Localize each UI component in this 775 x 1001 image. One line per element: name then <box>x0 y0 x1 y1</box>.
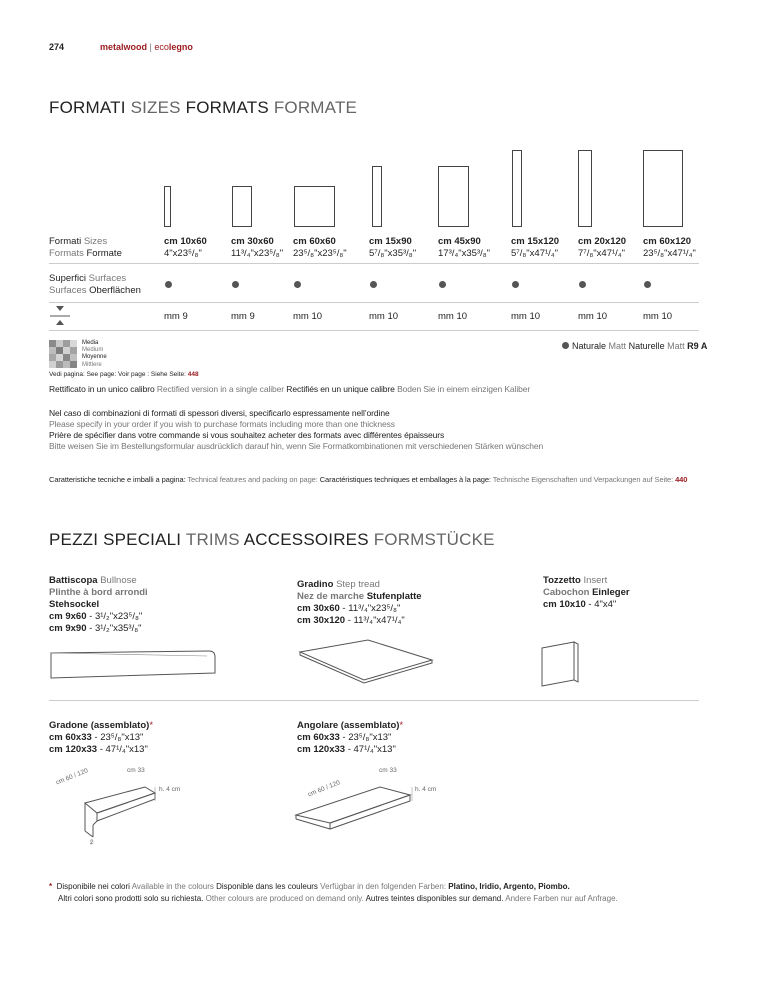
finish-dot <box>232 281 239 288</box>
thickness-value: mm 10 <box>511 311 541 322</box>
format-col-5: cm 45x90 17³/₄"x35³/₈" <box>438 236 491 259</box>
format-col-4: cm 15x90 5⁷/₈"x35³/₈" <box>369 236 417 259</box>
tile-15x120-outline <box>512 150 522 227</box>
trim-gradone: Gradone (assemblato)* cm 60x33 - 23⁵/₈"x13" cm 120x33 - 47¹/₄"x13" <box>49 720 154 755</box>
trim-bullnose: Battiscopa Bullnose Plinthe à bord arrondi Stehsockel cm 9x60 - 3¹/₂"x23⁵/₈" cm 9x90 - 3¹/₂"x35³/₈" <box>49 575 148 634</box>
finish-dot <box>644 281 651 288</box>
gradone-height: h. 4 cm <box>159 786 181 793</box>
tile-10x60-outline <box>164 186 171 227</box>
finish-dot <box>579 281 586 288</box>
divider <box>49 302 699 303</box>
trim-step-tread: Gradino Step tread Nez de marche Stufenplatte cm 30x60 - 11³/₄"x23⁵/₈" cm 30x120 - 11³/₄"x47¹/₄" <box>297 579 422 626</box>
formats-row-label: Formati Sizes Formats Formate <box>49 236 122 259</box>
shade-variation-icon <box>49 340 77 368</box>
finish-dot <box>439 281 446 288</box>
rectified-text: Rettificato in un unico calibro Rectified version in a single caliber Rectifiés en un unique calibre Boden Sie in einem einzigen Kaliber <box>49 384 531 394</box>
formats-title: FORMATI SIZES FORMATS FORMATE <box>49 98 358 117</box>
step-tread-drawing <box>298 632 438 687</box>
thickness-notes: Nel caso di combinazioni di formati di spessori diversi, specificarlo espressamente nell’ordine Please specify in your order if you wish to purchase formats including more than one thickness Prière de spécifier dans votre commande si vous souhaitez acheter des formats avec différentes épaisseurs Bitte weisen Sie im Bestellungsformular ausdrücklich darauf hin, wenn Sie Formatkombinationen mit verschiedenen Stärken wünschen <box>49 408 544 451</box>
format-col-2: cm 30x60 11³/₄"x23⁵/₈" <box>231 236 284 259</box>
tile-45x90-outline <box>438 166 469 227</box>
brand-separator: | <box>147 42 155 52</box>
thickness-value: mm 9 <box>164 311 188 322</box>
surface-row-label: Superfici Surfaces Surfaces Oberflächen <box>49 273 141 296</box>
trim-insert: Tozzetto Insert Cabochon Einleger cm 10x10 - 4"x4" <box>543 575 630 610</box>
finish-dot <box>294 281 301 288</box>
tile-20x120-outline <box>578 150 592 227</box>
divider <box>49 263 699 264</box>
finish-dot <box>165 281 172 288</box>
brand-main: metalwood <box>100 42 148 52</box>
gradone-lip: 2 <box>90 839 94 846</box>
thickness-value: mm 10 <box>438 311 468 322</box>
page-number: 274 <box>49 42 65 52</box>
footnote: * Disponibile nei colori Available in the colours Disponible dans les couleurs Verfügbar in den folgenden Farben: Platino, Iridio, Argento, Piombo. Altri colori sono prodotti solo su richiesta. Other colours are produced on demand only. Autres teintes disponibles sur demand. Andere Farben nur auf Anfrage. <box>49 882 618 903</box>
insert-drawing <box>540 640 585 690</box>
tile-60x60-outline <box>294 186 335 227</box>
brand-sub-a: eco <box>154 42 169 52</box>
trim-angolare: Angolare (assemblato)* cm 60x33 - 23⁵/₈"x13" cm 120x33 - 47¹/₄"x13" <box>297 720 404 755</box>
format-col-1: cm 10x60 4"x23⁵/₈" <box>164 236 207 259</box>
angolare-depth: cm 33 <box>379 767 397 774</box>
variation-see-page: Vedi pagina: See page: Voir page : Siehe Seite: 448 <box>49 371 199 378</box>
thickness-value: mm 10 <box>643 311 673 322</box>
thickness-value: mm 9 <box>231 311 255 322</box>
angolare-length: cm 60 / 120 <box>307 779 342 799</box>
divider <box>49 700 699 701</box>
angolare-height: h. 4 cm <box>415 786 437 793</box>
format-col-3: cm 60x60 23⁵/₈"x23⁵/₈" <box>293 236 347 259</box>
variation-labels: Media Medium Moyenne Mittlere <box>82 340 107 368</box>
thickness-value: mm 10 <box>369 311 399 322</box>
tile-60x120-outline <box>643 150 683 227</box>
technical-reference: Caratteristiche tecniche e imballi a pagina: Technical features and packing on page: Caractéristiques techniques et emballages à la page: Technische Eigenschaften und Verpackungen auf Seite: 440 <box>49 475 688 484</box>
tile-30x60-outline <box>232 186 252 227</box>
finish-dot <box>512 281 519 288</box>
bullnose-drawing <box>49 645 219 685</box>
brand-sub-b: legno <box>168 42 193 52</box>
gradone-length: cm 60 / 120 <box>55 767 90 787</box>
gradone-depth: cm 33 <box>127 767 145 774</box>
format-col-8: cm 60x120 23⁵/₈"x47¹/₄" <box>643 236 696 259</box>
finish-legend: Naturale Matt Naturelle Matt R9 A <box>562 341 707 351</box>
trims-title: PEZZI SPECIALI TRIMS ACCESSOIRES FORMSTÜCKE <box>49 530 495 549</box>
angolare-drawing <box>290 765 440 835</box>
finish-dot <box>370 281 377 288</box>
divider <box>49 330 699 331</box>
format-col-7: cm 20x120 7⁷/₈"x47¹/₄" <box>578 236 627 259</box>
thickness-icon <box>50 306 70 328</box>
thickness-value: mm 10 <box>293 311 323 322</box>
format-col-6: cm 15x120 5⁷/₈"x47¹/₄" <box>511 236 560 259</box>
brand-header <box>100 42 193 52</box>
thickness-value: mm 10 <box>578 311 608 322</box>
tile-15x90-outline <box>372 166 382 227</box>
